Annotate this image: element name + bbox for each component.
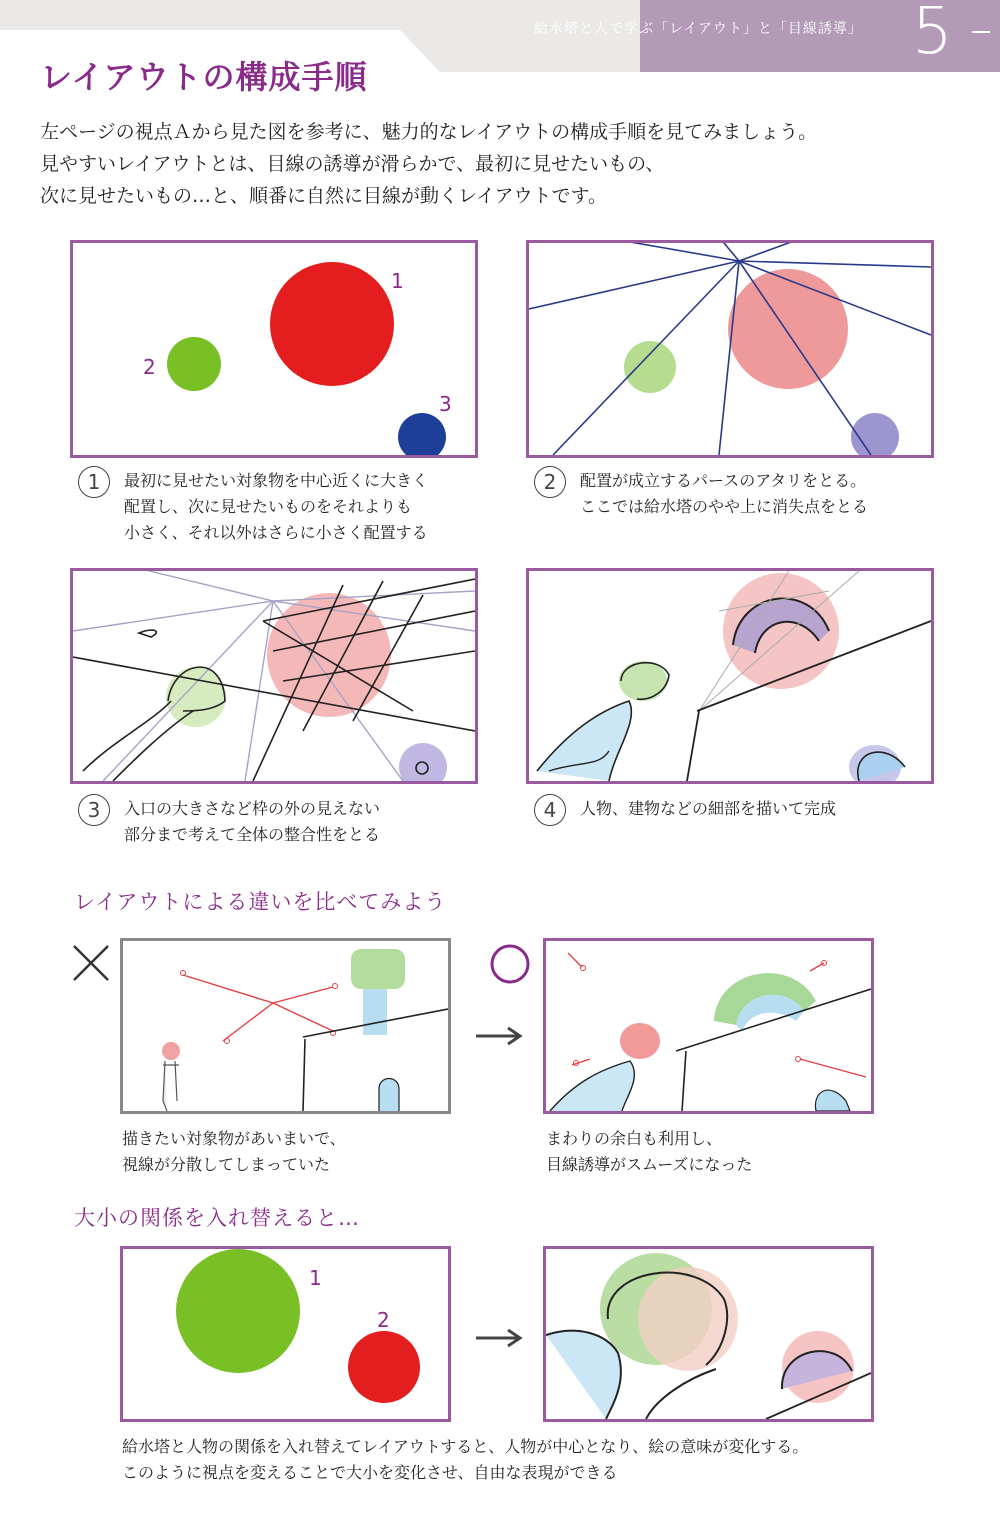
caption-line: まわりの余白も利用し、 [546,1129,723,1148]
intro-line: 次に見せたいもの…と、順番に自然に目線が動くレイアウトです。 [40,185,607,207]
good-layout-panel [543,938,874,1114]
building-edge [687,711,699,781]
swap-heading: 大小の関係を入れ替えると… [74,1206,360,1230]
intro-text [40,116,940,212]
chapter-number: 5 [912,0,953,69]
intro-line: 左ページの視点Ａから見た図を参考に、魅力的なレイアウトの構成手順を見てみましょう。 [40,121,818,143]
character-body [163,1061,179,1111]
circle-mark-icon [488,942,532,986]
caption-line: 人物、建物などの細部を描いて完成 [580,799,837,818]
character-head [162,1042,180,1060]
caption-line: 目線誘導がスムーズになった [546,1155,753,1174]
sight-lines [183,975,333,1041]
compare-heading: レイアウトによる違いを比べてみよう [74,890,447,914]
caption-line: 部分まで考えて全体の整合性をとる [124,825,381,844]
character-hair [619,661,667,701]
step4-caption [580,796,836,822]
step-number-3: 3 [78,794,110,826]
large-circle [176,1249,300,1373]
step3-caption [124,796,380,848]
label-3: 3 [439,392,452,416]
running-title: 給水塔と人で学ぶ「レイアウト」と「目線誘導」 [534,21,863,37]
medium-circle [167,337,221,391]
sight-point [225,1039,230,1044]
caption-line: 視線が分散してしまっていた [122,1155,331,1174]
caption-line: 小さく、それ以外はさらに小さく配置する [124,523,428,542]
step1-panel [70,240,478,458]
label-2: 2 [377,1308,390,1332]
large-circle [270,262,394,386]
page-title: レイアウトの構成手順 [40,58,368,96]
caption-line: 給水塔と人物の関係を入れ替えてレイアウトすると、人物が中心となり、絵の意味が変化する。 [122,1437,809,1456]
step2-caption [580,468,868,520]
step-number-4: 4 [534,794,566,826]
bad-layout-caption [122,1126,346,1178]
arrow-right-icon [474,1328,524,1348]
water-tower-tank [351,949,405,989]
character-face [638,1267,738,1371]
character-arm [646,1369,716,1419]
arrow-right-icon [474,1026,524,1046]
step2-panel [526,240,934,458]
caption-line: ここでは給水塔のやや上に消失点をとる [580,497,869,516]
sight-point [796,1057,801,1062]
large-circle-faded [728,269,848,389]
caption-line: このように視点を変えることで大小を変化させ、自由な表現ができる [122,1463,618,1482]
small-circle-faded [851,413,899,455]
small-circle [348,1331,420,1403]
swap-circles-panel [120,1246,451,1422]
step-number-2: 2 [534,466,566,498]
step4-panel [526,568,934,784]
swap-figure-panel [543,1246,874,1422]
caption-line: 入口の大きさなど枠の外の見えない [124,799,381,818]
good-layout-caption [546,1126,752,1178]
character-body [550,1061,634,1111]
character-shoulder [546,1331,621,1419]
intro-line: 見やすいレイアウトとは、目線の誘導が滑らかで、最初に見せたいもの、 [40,153,665,175]
character-head [620,1023,660,1059]
caption-line: 描きたい対象物があいまいで、 [122,1129,346,1148]
large-circle-faded [267,593,391,717]
water-tower-pillar [363,989,387,1035]
door [815,1090,850,1111]
step-number-1: 1 [78,466,110,498]
label-1: 1 [309,1266,322,1290]
caption-line: 最初に見せたい対象物を中心近くに大きく [124,471,429,490]
swap-caption [122,1434,808,1486]
door [379,1079,399,1112]
cross-mark-icon [72,944,110,982]
character-body [537,701,631,781]
step3-panel [70,568,478,784]
sight-point [333,984,338,989]
caption-line: 配置し、次に見せたいものをそれよりも [124,497,413,516]
medium-circle-faded [624,341,676,393]
bad-layout-panel [120,938,451,1114]
sight-point [181,971,186,976]
step1-caption [124,468,428,546]
label-1: 1 [391,269,404,293]
label-2: 2 [143,355,156,379]
small-circle [398,413,446,455]
sight-point [581,966,586,971]
caption-line: 配置が成立するパースのアタリをとる。 [580,471,867,490]
